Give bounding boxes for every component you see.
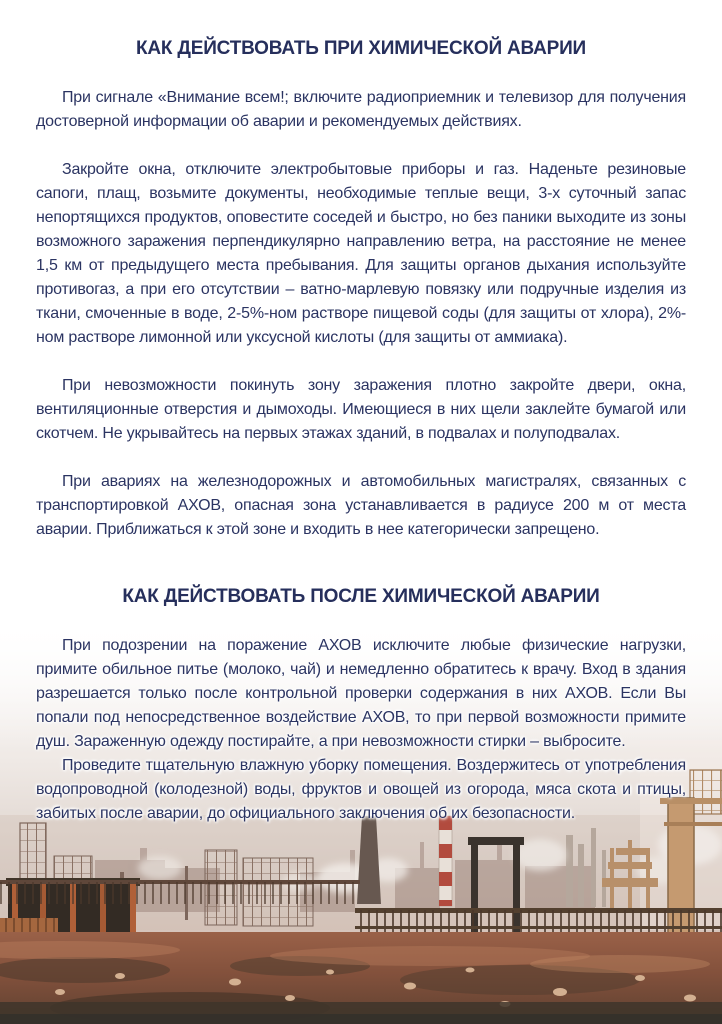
paragraph: При сигнале «Внимание всем!; включите радиоприемник и телевизор для получения достоверной информации об аварии и рекомендуемых действиях. [36,89,686,130]
paragraph: При невозможности покинуть зону заражения плотно закройте двери, окна, вентиляционные отверстия и дымоходы. Имеющиеся в них щели заклейте бумагой или скотчем. Не укрывайтесь на первых этажах зданий, в подвалах и полуподвалах. [36,377,686,442]
tiered-gantry [602,840,658,908]
section-during-accident [36,38,686,542]
section-title: КАК ДЕЙСТВОВАТЬ ПОСЛЕ ХИМИЧЕСКОЙ АВАРИИ [122,586,600,607]
section-title: КАК ДЕЙСТВОВАТЬ ПРИ ХИМИЧЕСКОЙ АВАРИИ [136,38,586,59]
paragraph: При подозрении на поражение АХОВ исключите любые физические нагрузки, примите обильное питье (молоко, чай) и немедленно обратитесь к врачу. Вход в здания разрешается только после контрольной проверки содержания в них АХОВ. Если Вы попали под непосредственное воздействие АХОВ, то при первой возможности примите душ. Зараженную одежду постирайте, а при невозможности стирки – выбросите. [36,637,686,750]
paragraph: Проведите тщательную влажную уборку помещения. Воздержитесь от употребления водопроводной (колодезной) воды, фруктов и овощей из огорода, мяса скота и птицы, забитых после аварии, до официального заключения об их безопасности. [36,757,686,822]
section-after-accident [36,586,686,826]
striped-chimney [439,816,452,906]
ground [0,932,722,1024]
paragraph: Закройте окна, отключите электробытовые приборы и газ. Наденьте резиновые сапоги, плащ, возьмите документы, необходимые теплые вещи, 3-х суточный запас непортящихся продуктов, оповестите соседей и быстро, но без паники выходите из зоны возможного заражения перпендикулярно направлению ветра, на расстояние не менее 1,5 км от предыдущего места пребывания. Для защиты органов дыхания используйте противогаз, а при его отсутствии – ватно-марлевую повязку или подручные изделия из ткани, смоченные в воде, 2-5%-ном растворе пищевой соды (для защиты от хлора), 2%-ном растворе лимонной или уксусной кислоты (для защиты от аммиака). [36,161,686,346]
paragraph: При авариях на железнодорожных и автомобильных магистралях, связанных с транспортировкой АХОВ, опасная зона устанавливается в радиусе 200 м от места аварии. Приближаться к этой зоне и входить в нее категорически запрещено. [36,473,686,538]
